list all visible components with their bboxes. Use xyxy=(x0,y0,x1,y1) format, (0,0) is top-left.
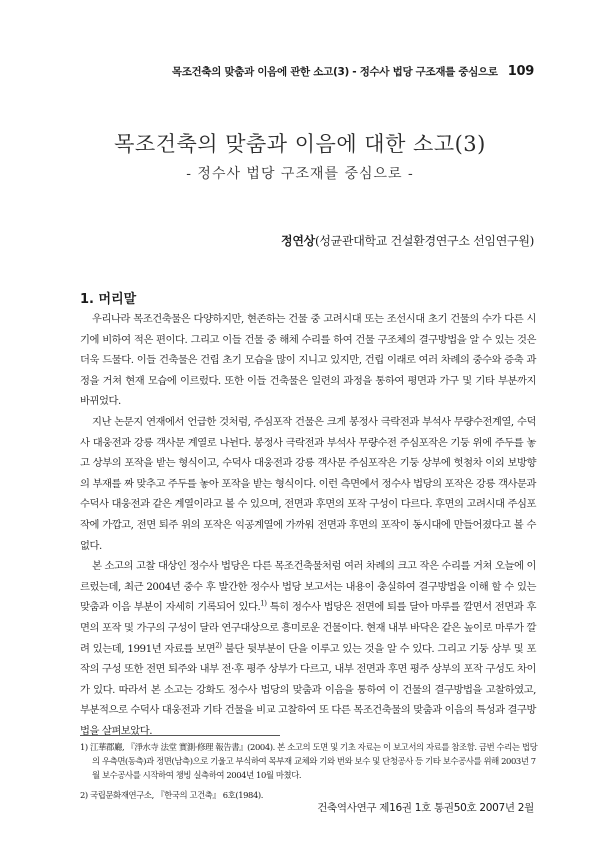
author-affiliation: (성균관대학교 건설환경연구소 선임연구원) xyxy=(314,234,534,248)
journal-footer: 건축역사연구 제16권 1호 통권50호 2007년 2월 xyxy=(317,802,534,814)
footnote-ref-2: 2) xyxy=(215,641,222,650)
paragraph-3 xyxy=(80,556,536,741)
footnote-1: 1) 江華郡廳, 『淨水寺 法堂 實測·修理 報告書』(2004). 본 소고의 도면 및 기초 자료는 이 보고서의 자료를 참조함. 금번 수리는 법당의 우측면(동측)과 정면(남측)으로 기울고 부식하여 목부재 교체와 기와 번와 보수 및 단청공사 등 기타 보수공사를 위해 2003년 7월 보수공사를 시작하여 챙빙 실측하여 2004년 10월 마쳤다. xyxy=(80,742,538,780)
section-heading: 1. 머리말 xyxy=(80,292,137,307)
paragraph-3-part-2: 특히 정수사 법당은 전면에 퇴를 달아 마루를 깔면서 전면과 후면의 포작 및 가구의 구성이 달라 연구대상으로 흥미로운 건물이다. 현재 내부 바닥은 같은 높이로 마루가 깔려 있는데, 1991년 자료를 보면 xyxy=(80,601,536,655)
paper-title: 목조건축의 맞춤과 이음에 대한 소고(3) xyxy=(114,132,486,156)
paper-subtitle: - 정수사 법당 구조재를 중심으로 - xyxy=(186,166,414,182)
paragraph-3-part-3: 불단 뒷부분이 단을 이루고 있는 것을 알 수 있다. 그리고 기둥 상부 및 포작의 구성 또한 전면 퇴주와 내부 전·후 평주 상부가 다르고, 내부 전면과 후면 평주 상부의 포작 구성도 차이가 있다. 따라서 본 소고는 강화도 정수사 법당의 맞춤과 이음을 통하여 이 건물의 결구방법을 고찰하였고, 부분적으로 수덕사 대웅전과 기타 건물을 비교 고찰하여 또 다른 목조건축물의 맞춤과 이음의 특성과 결구방법을 살펴보았다. xyxy=(80,642,536,737)
body-text xyxy=(80,309,536,741)
footnotes xyxy=(80,740,540,808)
running-head xyxy=(68,64,534,79)
paragraph-3-part-1: 본 소고의 고찰 대상인 정수사 법당은 다른 목조건축물처럼 여러 차례의 크고 작은 수리를 거쳐 오늘에 이르렀는데, 최근 2004년 중수 후 발간한 정수사 법당 보고서는 내용이 충실하여 결구방법을 이해 할 수 있는 맞춤과 이음 부분이 자세히 기록되어 있다. xyxy=(80,560,536,614)
page-number: 109 xyxy=(507,64,534,79)
footnote-2: 2) 국립문화재연구소, 『한국의 고건축』 6호(1984). xyxy=(80,790,264,800)
footnote-divider xyxy=(80,735,280,736)
author-name: 정연상 xyxy=(281,234,315,248)
running-head-title: 목조건축의 맞춤과 이음에 관한 소고(3) - 정수사 법당 구조재를 중심으로 xyxy=(171,66,498,78)
author-line xyxy=(281,232,534,249)
paragraph-1: 우리나라 목조건축물은 다양하지만, 현존하는 건물 중 고려시대 또는 조선시대 초기 건물의 수가 다른 시기에 비하여 적은 편이다. 그리고 이들 건물 중 해체 수리를 하여 건물 구조체의 결구방법을 알 수 있는 것은 더욱 드물다. 이들 건축물은 건립 초기 모습을 많이 지니고 있지만, 건립 이래로 여러 차례의 중수와 증축 과정을 거쳐 현재 모습에 이르렀다. 또한 이들 건축물은 일련의 과정을 통하여 평면과 가구 및 기타 부분까지 바뀌었다. xyxy=(80,313,536,408)
paragraph-2: 지난 논문지 연재에서 언급한 것처럼, 주심포작 건물은 크게 봉정사 극락전과 부석사 무량수전계열, 수덕사 대웅전과 강릉 객사문 계열로 나뉜다. 봉정사 극락전과 부석사 무량수전 주심포작은 기둥 위에 주두를 놓고 상부의 포작을 받는 형식이고, 수덕사 대웅전과 강릉 객사문 주심포작은 기둥 상부에 헛첨차 이외 보방향의 부재를 짜 맞추고 주두를 놓아 포작을 받는 형식이다. 이런 측면에서 정수사 법당의 포작은 강릉 객사문과 수덕사 대웅전과 같은 계열이라고 볼 수 있으며, 전면과 후면의 포작 구성이 다르다. 후면의 고려시대 주심포작에 가깝고, 전면 퇴주 위의 포작은 익공계열에 가까워 전면과 후면의 포작이 동시대에 만들어졌다고 볼 수 없다. xyxy=(80,415,536,552)
footnote-ref-1: 1) xyxy=(260,599,267,608)
